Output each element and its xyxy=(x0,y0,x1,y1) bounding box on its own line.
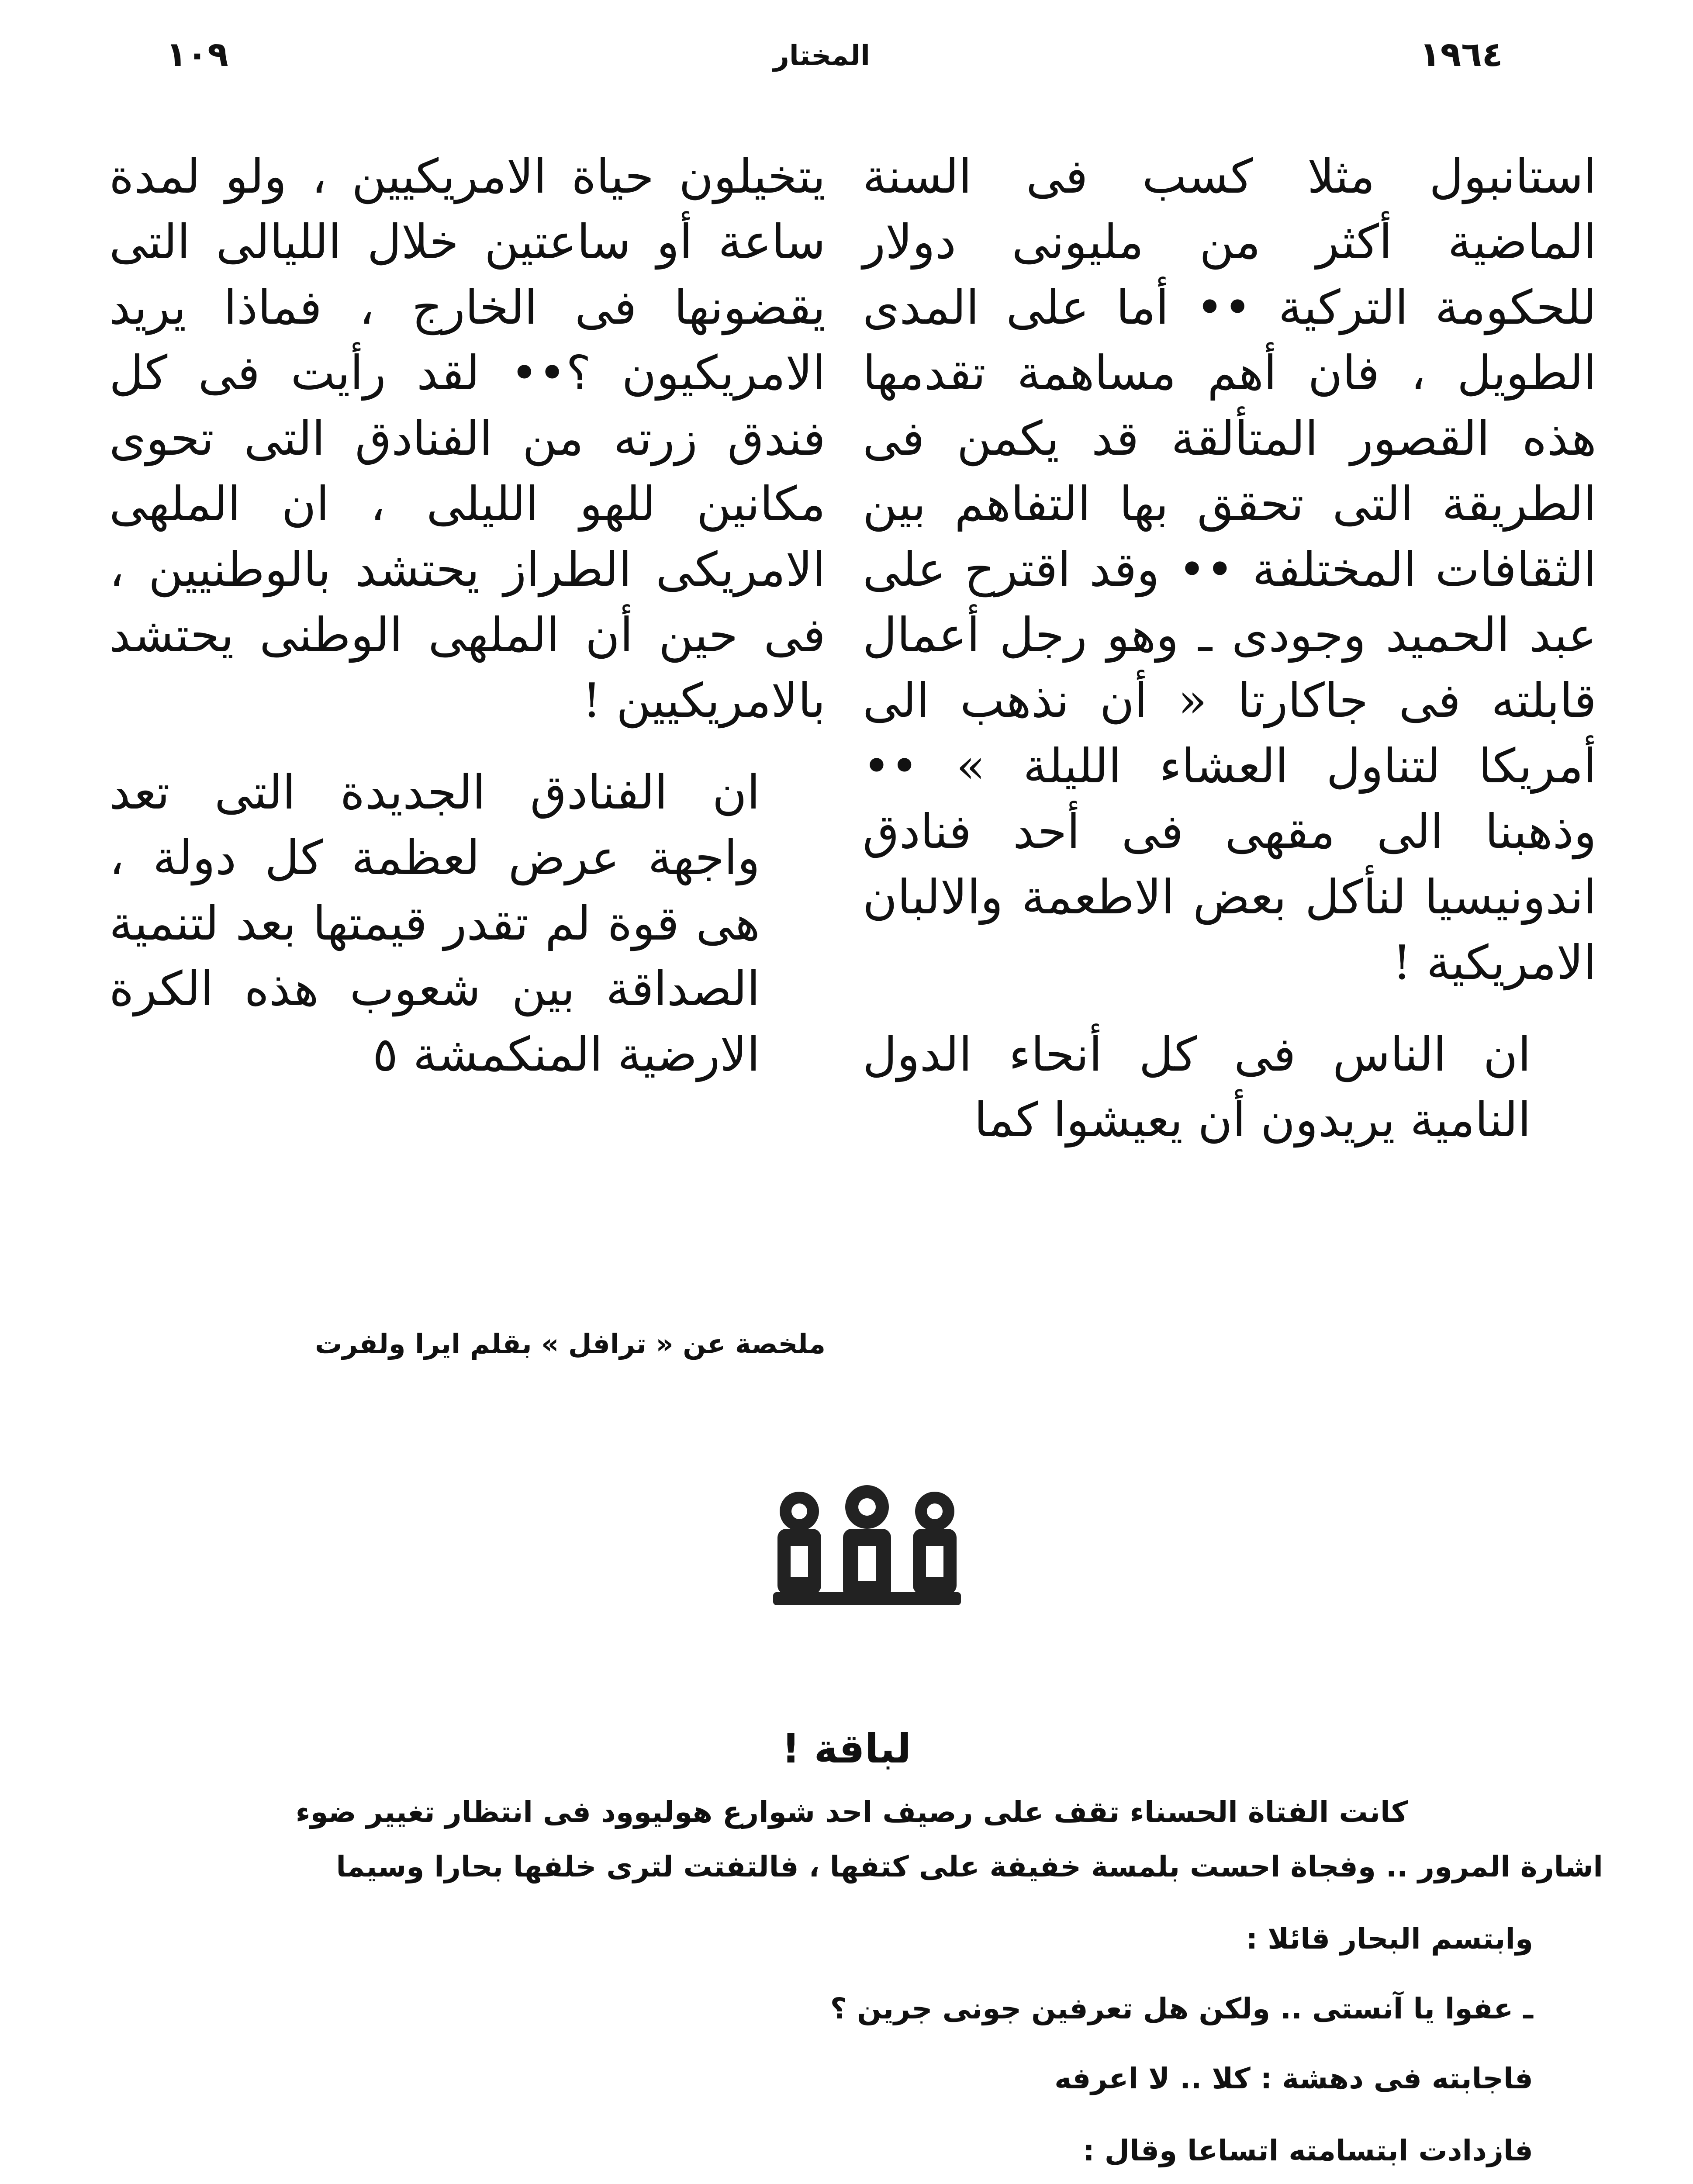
article-paragraph: ان الناس فى كل أنحاء الدول النامية يريدون أن يعيشوا كما xyxy=(863,1027,1531,1147)
article-paragraph: يتخيلون حياة الامريكيين ، ولو لمدة ساعة أو ساعتين خلال الليالى التى يقضونها فى الخارج ، فماذا يريد الامريكيون ؟•• لقد رأيت فى كل فندق زرته من الفنادق التى تحوى مكانين للهو الليلى ، ان الملهى الامريكى الطراز يحتشد بالوطنيين ، فى حين أن الملهى الوطنى يحتشد بالامريكيين ! xyxy=(109,149,826,728)
story-line: فاجابته فى دهشة : كلا .. لا اعرفه xyxy=(1054,2062,1533,2095)
story-line: اشارة المرور .. وفجاة احست بلمسة خفيفة على كتفها ، فالتفتت لترى خلفها بحارا وسيما xyxy=(336,1850,1603,1883)
story-line: وابتسم البحار قائلا : xyxy=(1246,1922,1533,1956)
article-paragraph: ان الفنادق الجديدة التى تعد واجهة عرض لعظمة كل دولة ، هى قوة لم تقدر قيمتها بعد لتنمية الصداقة بين شعوب هذه الكرة الارضية المنكمشة ٥ xyxy=(109,765,760,1082)
magazine-title: المختار xyxy=(773,40,870,72)
decorative-ornament-icon xyxy=(764,1481,970,1612)
year-label: ١٩٦٤ xyxy=(1420,35,1503,74)
source-note: ملخصة عن « ترافل » بقلم ايرا ولفرت xyxy=(315,1328,826,1360)
story-line: فازدادت ابتسامته اتساعا وقال : xyxy=(1083,2134,1533,2167)
page-number: ١٠٩ xyxy=(166,35,228,74)
story-line: كانت الفتاة الحسناء تقف على رصيف احد شوارع هوليوود فى انتظار تغيير ضوء xyxy=(295,1795,1408,1829)
story-line: ـ عفوا يا آنستى .. ولكن هل تعرفين جونى جرين ؟ xyxy=(830,1992,1533,2025)
story-title: لباقة ! xyxy=(781,1725,912,1772)
article-right-column xyxy=(863,144,1596,1153)
article-paragraph: استانبول مثلا كسب فى السنة الماضية أكثر من مليونى دولار للحكومة التركية •• أما على المدى الطويل ، فان أهم مساهمة تقدمها هذه القصور المتألقة قد يكمن فى الطريقة التى تحقق بها التفاهم بين الثقافات المختلفة •• وقد اقترح على عبد الحميد وجودى ـ وهو رجل أعمال قابلته فى جاكارتا « أن نذهب الى أمريكا لتناول العشاء الليلة » •• وذهبنا الى مقهى فى أحد فنادق اندونيسيا لنأكل بعض الاطعمة والالبان الامريكية ! xyxy=(863,149,1596,990)
article-left-column xyxy=(109,144,826,1088)
